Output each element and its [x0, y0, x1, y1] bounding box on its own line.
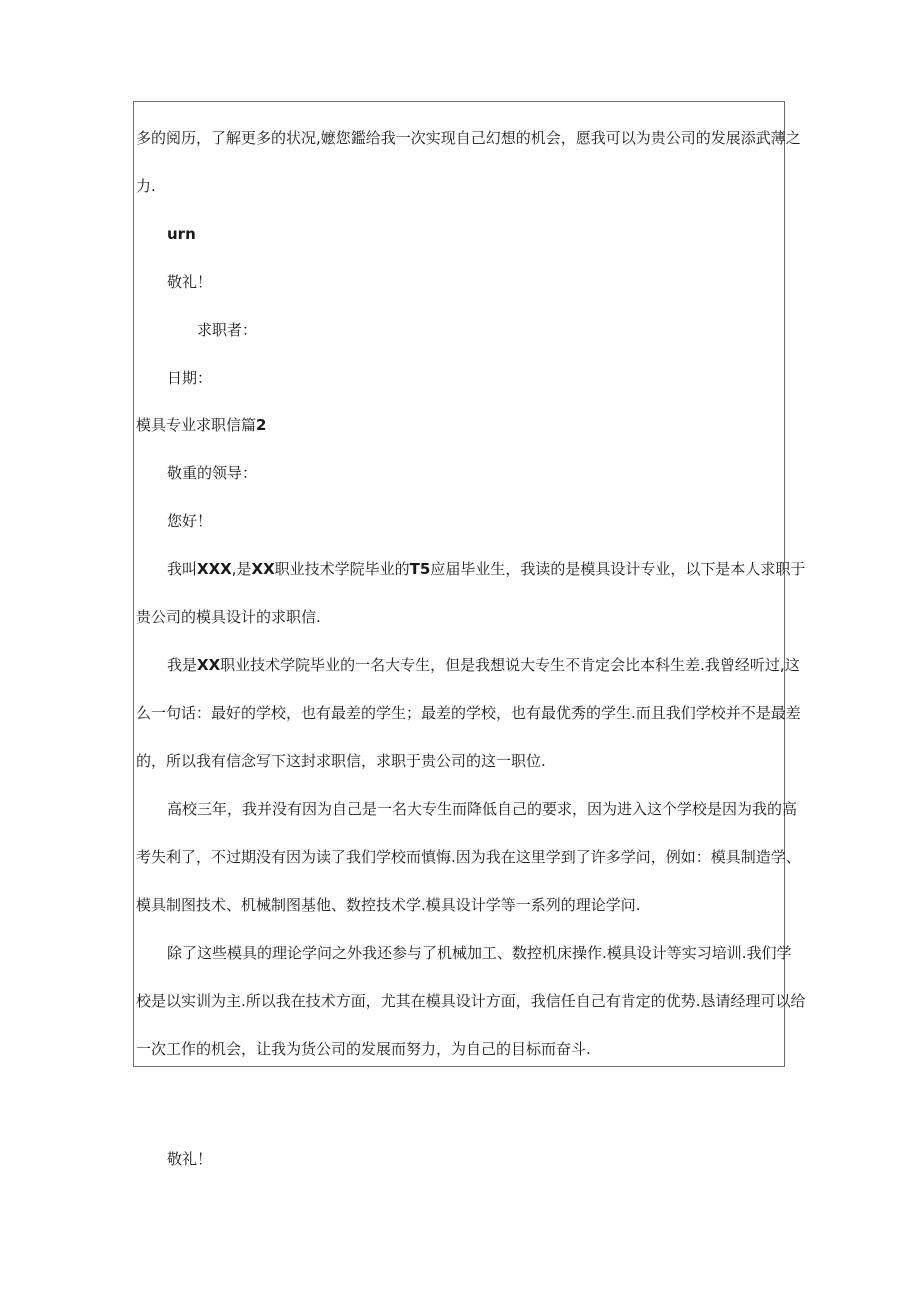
- text-line: 的，所以我有信念写下这封求职信，求职于贵公司的这一职位.: [136, 752, 546, 770]
- closing-text: 敬礼！: [167, 273, 213, 291]
- section-title: 模具专业求职信篇2: [136, 416, 267, 434]
- text-line: 么一句话：最好的学校，也有最差的学生；最差的学校，也有最优秀的学生.而且我们学校并不是最差: [136, 704, 801, 722]
- text-line: 考失利了，不过期没有因为读了我们学校而慎悔.因为我在这里学到了许多学问，例如：模具制造学、: [136, 848, 801, 866]
- text-line: 贵公司的模具设计的求职信.: [136, 608, 321, 626]
- text-line: 力.: [136, 177, 156, 195]
- text-line: 高校三年，我并没有因为自己是一名大专生而降低自己的要求，因为进入这个学校是因为我的高: [167, 800, 798, 818]
- applicant-label: 求职者：: [197, 321, 258, 339]
- text-line: 多的阅历，了解更多的状况,嬷您鑑给我一次实现自己幻想的机会，愿我可以为贵公司的发展添武薄之: [136, 129, 801, 147]
- date-label: 日期：: [167, 369, 213, 387]
- text-line: 除了这些模具的理论学问之外我还参与了机械加工、数控机床操作.模具设计等实习培训.我们学: [167, 944, 792, 962]
- text-line: 模具制图技术、机械制图基他、数控技术学.模具设计学等一系列的理论学问.: [136, 896, 641, 914]
- greeting: 您好！: [167, 512, 213, 530]
- text-line: 校是以实训为主.所以我在技术方面，尤其在模具设计方面，我信任自己有肯定的优势.恳请经理可以给: [136, 992, 806, 1010]
- text-line: 我是XX职业技术学院毕业的一名大专生，但是我想说大专生不肯定会比本科生差.我曾经听过,这: [167, 656, 800, 674]
- text-line: 一次工作的机会，让我为货公司的发展而努力，为自己的目标而奋斗.: [136, 1040, 591, 1058]
- text-line: 我叫XXX,是XX职业技术学院毕业的T5应届毕业生，我读的是模具设计专业，以下是本人求职于: [167, 560, 806, 578]
- letter-frame: [133, 101, 785, 1067]
- closing-text: 敬礼！: [167, 1150, 213, 1168]
- salutation: 敬重的领导：: [167, 464, 258, 482]
- urn-text: urn: [167, 225, 196, 243]
